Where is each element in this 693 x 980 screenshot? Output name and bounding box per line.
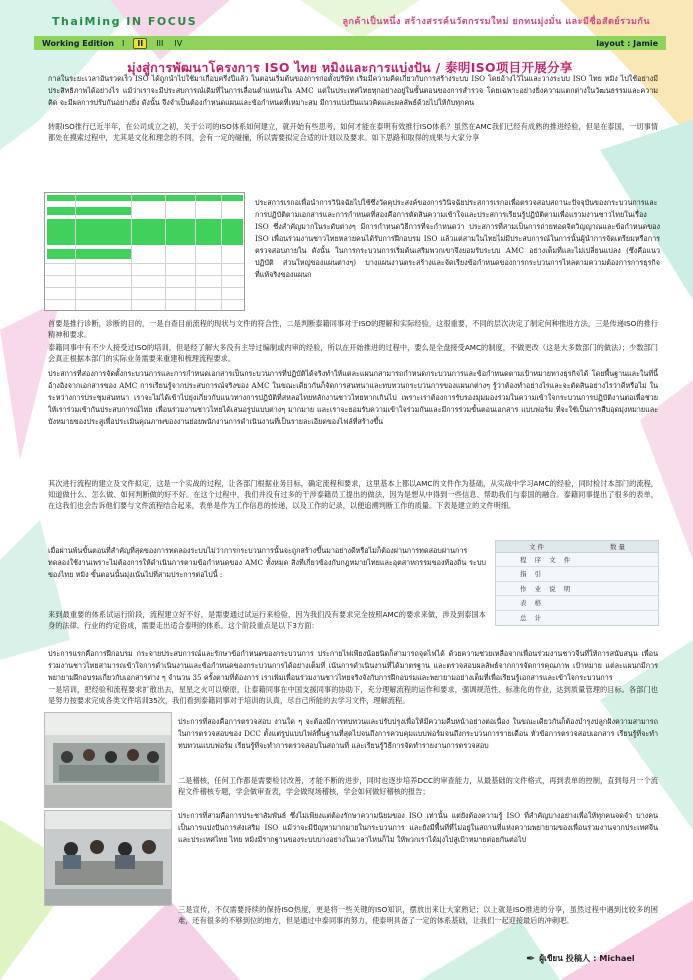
training-session-photo [44,712,172,808]
document-list-table [495,540,659,626]
layout-credit: layout : Jamie [596,38,658,48]
quill-pen-icon: ✒ [526,952,536,965]
article-title: มุ่งสู่การพัฒนาโครงการ ISO ไทย หมิงและการแบ่งปัน / 泰明ISO项目开展分享 [127,60,573,75]
author-name: ผู้เขียน 投稿人 : Michael [539,953,635,963]
trial-run-chinese: 来到最重要的体系试运行阶段，流程建立好不好，是需要通过试运行来检验，因为我们没有要求完全按照AMC的要求来做，涉及到泰国本身的法律、行业的约定俗成，需要走出适合泰明的体系。这个阶段重点是以下3方面： [48,610,486,631]
table-header-document: 文 件 [528,543,545,551]
audit-thai: ประการที่สองคือการตรวจสอบ งานใด ๆ จะต้องมีการทบทวนและปรับปรุงเพื่อให้มีความคืบหน้าอย่างต่อเนื่อง ในขณะเดียวกันก็ต้องบำรุงปลูกฝังความสามารถในการตรวจสอบของ DCC ตั้งแต่รูปแบบไฟล์พื้นฐานที่สุดไปจนถึงการควบคุมแบบฟอร์มจนถึงกระบวนการรายเดือน หัวข้อการตรวจสอบเอกสาร เรียนรู้ที่จะทำ ทบทวนแบบฟอร์ม เรียนรู้ที่จะทำการตรวจสอบในสถานที่ และเรียนรู้วิธีการจัดทำรายงานการตรวจสอบ [178,717,658,750]
training-chinese: 泰籍同事中有不少人接受过ISO的培训，但是经了解大多没有主导过编制或内审的经验，所以在开始推进的过程中，要么是全盘接受AMC的制度，不做更改（这是大多数部门的做法）；少数部门会真正根据本部门的实际业务需要来重建和梳理流程要求。 [48,343,658,364]
intro-chinese: 转眼ISO推行已近半年，在公司成立之初，关于公司的ISO体系如何建立，就开始有些思考，如何才能在泰明有效推行ISO体系？虽然在AMC我们已经有成熟的推进经验，但是在泰国，一切事情都处在摸索过程中，尤其是文化和理念的不同，会有一定的碰撞，所以需要拟定合适的计划以及要求。如下思路和取得的成果与大家分享 [48,122,658,143]
promotion-chinese: 三是宣传，不仅需要持续的保持ISO热度，更是将一些关键的ISO知识，摆放出来让大家熟记；以上就是ISO推进的分享，虽然过程中遇到比较多的困难，还有很多的不够到位的地方，但是通过中泰同事的努力，使泰明具备了一定的体系基础，让我们一起迎接最后的冲刺吧。 [178,905,658,926]
edition-bar [34,36,666,50]
edition-iii[interactable]: III [156,38,164,48]
audit-meeting-photo [44,810,172,906]
table-row: 总 计 [520,613,545,622]
table-header-quantity: 数 量 [609,543,626,551]
diagnosis-thai: ประสการเรกอเพื่อนำการวินิจฉัยไปใช้ซึ่งวัดคุประสงค์ของการวินิจฉัยประสการเรกอเพื่อตรวจสอบสถานะปัจจุบันของกระบวนการและการปฏิบัติตามเอกสารและการกำหนดที่สองคือการตัดสินความเข้าใจและประสการเรียนรู้ปฏิบัติตามเพื่อแรวมงานชาวไทยในเรื่อง ISO ซึ่งสำคัญมากในระดับต่างๆ มีการกำหนดวิธีการที่จะกำหนดว่า ประสการที่สามเป็นการถ่ายทอดจิตวิญญาณและข้อกำหนดของ ISO เพื่อนร่วมงานชาวไทยหลายคนได้รับการฝึกอบรม ISO แล้วแต่สามในไทยไม่มีประสบการณ์ในการนั้นผู้นำการจัดเตรียมหรือการตรวจสอบภายใน ดังนั้น ในการกระบวนการเริ่มต้นเสริมพวกเขาจึงยอมรับระบบ AMC อย่างเต็มที่และไม่เปลี่ยนแปลง (ซึ่งคือแนวปฏิบัติ ส่วนใหญ่ของแผนต่างๆ) บางแผนงานตระสร้างและจัดเรียงข้อกำหนดของการกระบวนการไหลตามความต้องการการธุรกิจที่แท้จริงของแผนก [255,198,660,279]
table-row: 程 序 文 件 [496,553,658,567]
author-credit [526,952,635,965]
edition-i[interactable]: I [121,38,125,48]
edition-ii-active[interactable]: II [133,38,147,49]
training-result-chinese: 一是培训，把经验和流程要求扩散出去，星星之火可以燎原，让泰籍同事在中国支援同事的协助下，充分理解流程的运作和要求，强调规范性、标准化的作业，达到质量管理的目标。各部门也是努力按要求完成各类文件培训35次，我们看到泰籍同事对于培训的认真，尽自己所能的去学习文件，理解流程。 [48,685,658,706]
table-header [496,541,658,553]
edition-selector [120,38,184,49]
newsletter-title: ThaiMing IN FOCUS [52,14,198,28]
audit-chinese: 二是稽核，任何工作都是需要检讨改善，才能不断的进步，同时也逐步培养DCC的审查能力，从最基础的文件格式，再到表单的控制，直到每月一个流程文件稽核专题，学会做审查表，学会做现场稽核，学会如何做好稽核的报告； [178,776,658,797]
edition-label: Working Edition [42,38,114,48]
training-thai: ประการแรกคือการฝึกอบรม กระจายประสบการณ์และรักษาข้อกำหนดของกระบวนการ ประกายไฟเพียงน้อยนิดก็สามารถจุดไฟได้ ด้วยความช่วยเหลือจากเพื่อนร่วมงานชาวจีนที่ให้การสนับสนุน เพื่อนร่วมงานชาวไทยสามารถเข้าใจการดำเนินงานและข้อกำหนดของกระบวนการได้อย่างเต็มที่ เน้นการดำเนินงานที่ได้มาตรฐาน และตรวจสอบผลลัพธ์จากการจัดการคุณภาพ เป้าหมาย แต่ละแผนกมีการพยายามฝึกอบรมเกี่ยวกับเอกสารต่าง ๆ จำนวน 35 ครั้งตามที่ต้องการ เราเพิ่มเพื่อนร่วมงานชาวไทยจริงจังกับการฝึกอบรมและพยายามอย่างเต็มที่เพื่อเรียนรู้เอกสารและเข้าใจกระบวนการ [48,649,658,682]
intro-thai: กาลในระยะเวลาอันรวดเร็ว ISO ได้ถูกนำไปใช้มาเกือบครึ่งปีแล้ว ในตอนเริ่มต้นของการก่อตั้งบริษัท เริ่มมีความคิดเกี่ยวกับการสร้างระบบ ISO โดยอ้างไว้ในและวางระบบ ISO ไทย หมิง ไปใช้อย่างมีประสิทธิภาพได้อย่างไร แม้ว่าเราจะมีประสบการณ์เดิมที่ในการเลื่อนตำแหน่งใน AMC แต่ในประเทศไทยทุกอย่างอยู่ในขั้นตอนของการสำรวจ โดยเฉพาะอย่างยิ่งความแตกต่างในวัฒนธรรมและความคิด จะมีผลการปรับกันอย่างยิ่ง ดังนั้น จึงจำเป็นต้องกำหนดแผนและข้อกำหนดที่เหมาะสม มีการแบ่งปันแนวคิดและผลลัพธ์ด้วยไปให้กับทุกคน [48,74,658,107]
table-row: 指 引 [496,567,658,581]
table-row: 作 业 说 明 [496,582,658,596]
process-thai: ประสการที่สองการจัดตั้งกระบวนการและการกำหนดเอกสารเป็นกระบวนการที่ปฏิบัติได้จริงทำให้แต่ละแผนกสามารถกำหนดกระบวนการและข้อกำหนดตามเป้าหมายทางธุรกิจได้ โดยพื้นฐานและในที่นี้อ้างอิงจากเอกสารของ AMC การเรียนรู้จากประสบการณ์จริงของ AMC ในขณะเดียวกันก็จัดการสนทนาและทบทวนกระบวนการของแผนกต่างๆ รู้ว่าต้องทำอย่างไรและจะตัดสินอย่างไรว่าดีหรือไม่ ในระหว่างการประชุมสนทนา เราจะไม่ได้เข้าไปยุ่งเกี่ยวกับแนวทางการปฏิบัติที่สหลอไทยหลักงานชาวไทยหากเกินไป เพราะเราต้องการรับรองมุมมองร่วมในความเข้าใจกระบวนการปฏิบัติงานต่อเพื่อช่วยให้เราร่วมเข้ากันประสบการณ์ไทย เพื่อนร่วมงานชาวไทยได้เสนอรูปแบบต่างๆ มากมาย และเราจะยอมรับความเข้าใจร่วมกันและมีการร่วมขั้นตอนเอกสาร แบบฟอร์ม ที่จะใช้เป็นการสืบอุดมุ่งหมายและบังหมายของประสูเพื่อประเมินคุณภาพของงานย่อยพนักงานการดำเนินงานที่เป็นรายละเอียดของไฟล์ที่สร้างขึ้น [48,369,658,426]
promotion-thai: ประการที่สามคือการประชาสัมพันธ์ ซึ่งไม่เพียงแต่ต้องรักษาความนิยมของ ISO เท่านั้น แต่ยังต้องความรู้ ISO ที่สำคัญบางอย่างเพื่อให้ทุกคนจดจำ บางคนเป็นการแบ่งปันการส่งเสริม ISO แม้ว่าจะมีปัญหามากมายในกระบวนการ และยังมีพื้นที่ที่ไม่อยู่ในสถานที่แห่งความพยายามของเพื่อนร่วมงานจากประเทศจีนและประเทศไทย ไทย หมิงมีรากฐานของระบบบางอย่างในเวลาไหนก็ไม่ ให้พวกเราได้มุ่งไปสู่เป้าหมายต่อยกันต่อไป [178,811,658,844]
process-chinese: 其次进行流程的建立及文件拟定，这是一个实战的过程，让各部门根据业务目标，确定流程和要求，这里基本上都以AMC的文件作为基础，从实战中学习AMC的经验，同时检讨本部门的流程，知道做什么、怎么做、如何判断做的好不好。在这个过程中，我们并没有过多的干涉泰籍员工提出的做法，因为是想从中得到一些信息、帮助我们与泰国的融合。泰籍同事提出了很多的表单，在这我们也会告诉他们要与文件流程结合起来，表单是作为工作信息的传递，以及工作的记录，以便追溯判断工作的质量。下表是建立的文件明细。 [48,479,658,511]
table-row: 表 格 [496,596,658,610]
diagnosis-chinese: 首要是推行诊断，诊断的目的，一是自查目前流程的现状与文件的符合性，二是判断泰籍同事对于ISO的理解和实际经验，这很重要，不同的层次决定了制定何种推进方法，三是传递ISO的推行精神和要求。 [48,319,658,340]
company-slogan: ลูกค้าเป็นหนึ่ง สร้างสรรค์นวัตกรรมใหม่ ยกทนมุ่งมั่น และมีซื่อสัตย์รวมกัน [342,17,650,27]
iso-diagnosis-screenshot [44,192,245,311]
masthead [52,10,650,32]
trial-run-thai: เมื่อผ่านพ้นขั้นตอนที่สำคัญที่สุดของการทดลองระบบไม่ว่าการกระบวนการนั้นจะถูกสร้างขึ้นมาอย่างดีหรือไม่ก็ต้องผ่านการทดสอบผ่านการทดลองใช้งานเพราะไม่ต้องการให้ดำเนินการตามข้อกำหนดของ AMC ทั้งหมด สิ่งที่เกี่ยวข้องกับกฎหมายไทยและอุตสาหกรรมของท้องถิ่น ระบบของไทย หมิง ขั้นตอนนั้นมุ่งเน้นไปที่สามประการต่อไปนี้ : [48,546,486,579]
edition-iv[interactable]: IV [174,38,183,48]
